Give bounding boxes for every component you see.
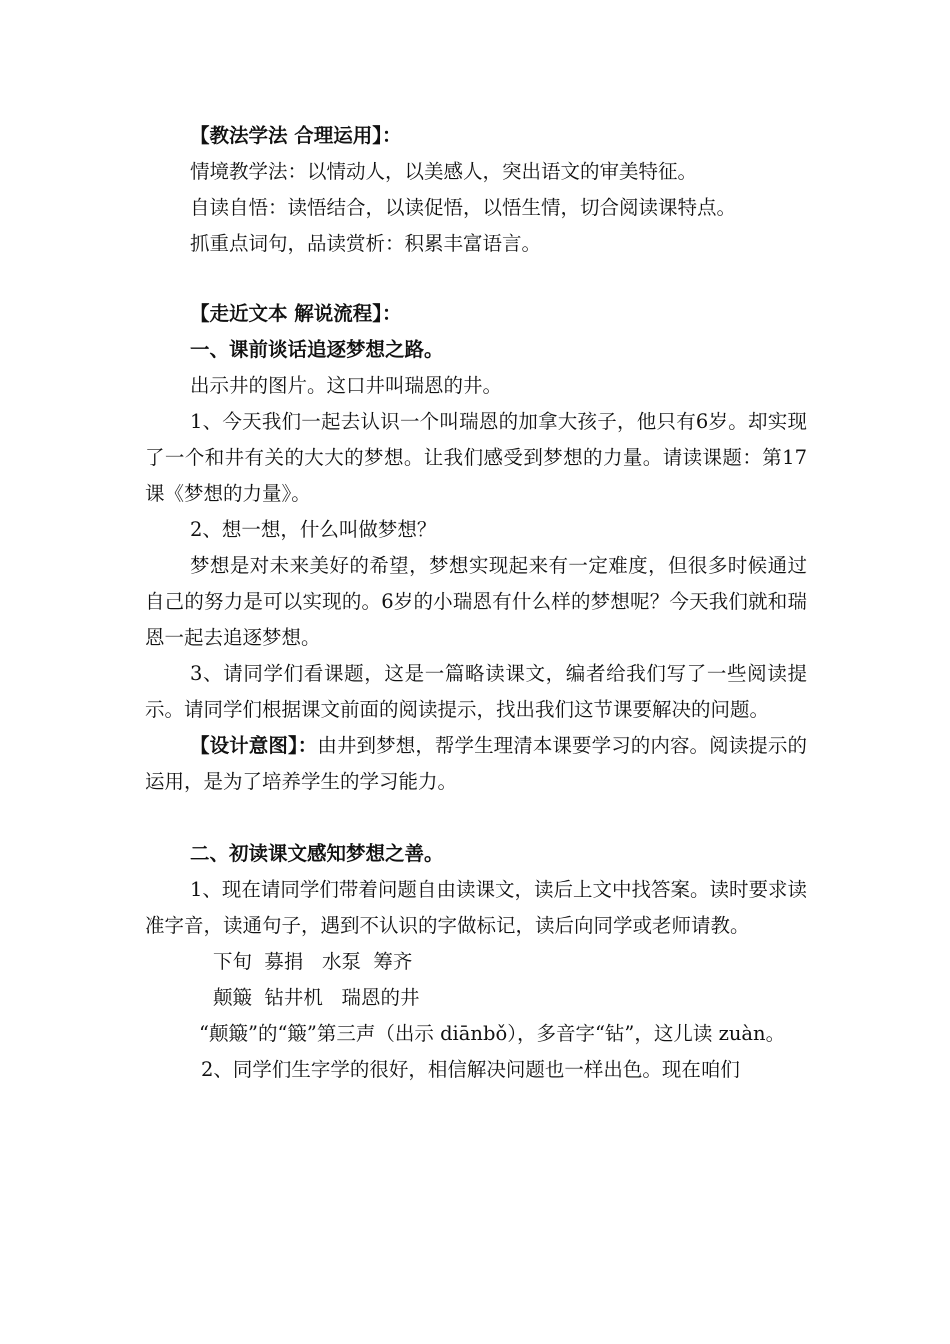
method-line-3: 抓重点词句，品读赏析：积累丰富语言。 (190, 232, 542, 255)
paragraph-3: 梦想是对未来美好的希望，梦想实现起来有一定难度，但很多时候通过自己的努力是可以实现的。6岁的小瑞恩有什么样的梦想呢？今天我们就和瑞恩一起去追逐梦想。 (145, 554, 807, 649)
paragraph-4: 3、请同学们看课题，这是一篇略读课文，编者给我们写了一些阅读提示。请同学们根据课文前面的阅读提示，找出我们这节课要解决的问题。 (145, 662, 807, 721)
paragraph-5: 1、现在请同学们带着问题自由读课文，读后上文中找答案。读时要求读准字音，读通句子，遇到不认识的字做标记，读后向同学或老师请教。 (145, 878, 807, 937)
part1-title: 一、课前谈话追逐梦想之路。 (190, 338, 444, 361)
paragraph-2: 2、想一想，什么叫做梦想？ (190, 518, 437, 541)
method-line-2: 自读自悟：读悟结合，以读促悟，以悟生情，切合阅读课特点。 (190, 196, 737, 219)
paragraph-7: 2、同学们生字学的很好，相信解决问题也一样出色。现在咱们 (201, 1058, 740, 1081)
vocab-line-2: 颠簸 钻井机 瑞恩的井 (213, 986, 420, 1009)
spacer (145, 262, 807, 296)
spacer (145, 800, 807, 836)
document-page (145, 118, 807, 1088)
design-intent-paragraph (145, 728, 807, 800)
section-heading-methods: 【教法学法 合理运用】： (190, 124, 402, 147)
paragraph-1: 1、今天我们一起去认识一个叫瑞恩的加拿大孩子，他只有6岁。却实现了一个和井有关的大大的梦想。让我们感受到梦想的力量。请读课题：第17课《梦想的力量》。 (145, 410, 807, 505)
part1-intro: 出示井的图片。这口井叫瑞恩的井。 (190, 374, 503, 397)
design-intent-label: 【设计意图】： (190, 734, 318, 757)
method-line-1: 情境教学法：以情动人，以美感人，突出语文的审美特征。 (190, 160, 698, 183)
vocab-line-1: 下旬 募捐 水泵 筹齐 (213, 950, 413, 973)
paragraph-6: “颠簸”的“簸”第三声（出示 diānbǒ），多音字“钻”，这儿读 zuàn。 (199, 1022, 786, 1045)
section-heading-process: 【走近文本 解说流程】： (190, 302, 402, 325)
part2-title: 二、初读课文感知梦想之善。 (190, 842, 444, 865)
design-intent-text: 由井到梦想，帮学生理清本课要学习的内容。阅读提示的运用，是为了培养学生的学习能力。 (145, 734, 807, 793)
